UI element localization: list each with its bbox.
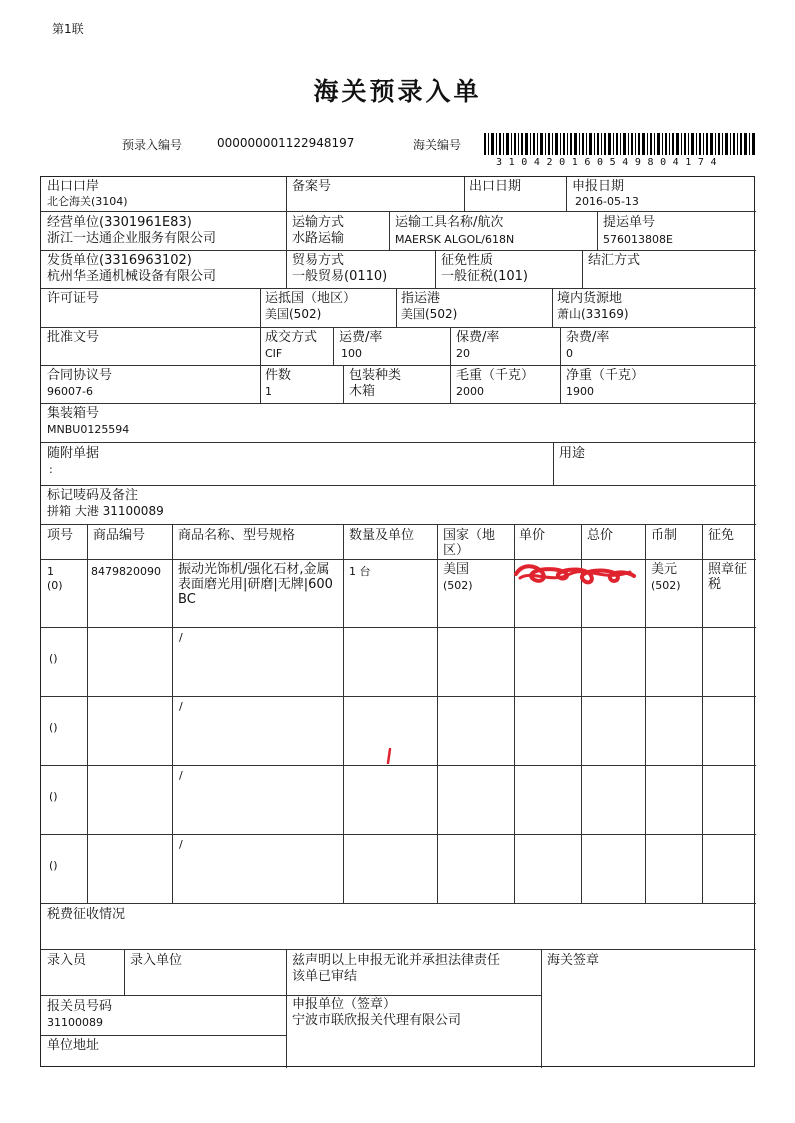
declare-unit-label: 申报单位（签章） bbox=[292, 997, 397, 1012]
rule bbox=[437, 524, 438, 903]
rule bbox=[41, 403, 756, 404]
rule bbox=[286, 949, 287, 1068]
transport-mode-label: 运输方式 bbox=[292, 215, 345, 230]
contract-label: 合同协议号 bbox=[47, 368, 113, 383]
operator-label: 经营单位(3301961E83) bbox=[47, 215, 192, 230]
misc-value: 0 bbox=[566, 347, 573, 360]
rule bbox=[124, 949, 125, 995]
usage-label: 用途 bbox=[559, 446, 586, 461]
item-code: 8479820090 bbox=[91, 565, 161, 578]
broker-no-value: 31100089 bbox=[47, 1016, 103, 1029]
rule bbox=[41, 903, 756, 904]
license-label: 许可证号 bbox=[47, 291, 100, 306]
pen-mark bbox=[385, 748, 393, 764]
customs-no-label: 海关编号 bbox=[413, 138, 462, 152]
rule bbox=[41, 485, 756, 486]
rule bbox=[41, 1035, 286, 1036]
port-value: 美国(502) bbox=[401, 307, 458, 321]
pieces-label: 件数 bbox=[265, 368, 292, 383]
copy-label: 第1联 bbox=[52, 22, 84, 36]
tax-status-label: 税费征收情况 bbox=[47, 907, 126, 922]
operator-value: 浙江一达通企业服务有限公司 bbox=[47, 231, 217, 246]
rule bbox=[41, 365, 756, 366]
address-label: 单位地址 bbox=[47, 1038, 100, 1053]
rule bbox=[343, 524, 344, 903]
empty-row-no: () bbox=[49, 790, 58, 803]
col-header-total: 总价 bbox=[587, 528, 614, 543]
rule bbox=[435, 250, 436, 288]
item-name: 振动光饰机/强化石材,金属表面磨光用|研磨|无牌|600BC bbox=[178, 562, 333, 607]
item-currency: 美元 bbox=[651, 562, 678, 577]
rule bbox=[41, 211, 756, 212]
barcode bbox=[484, 133, 756, 155]
pieces-value: 1 bbox=[265, 385, 272, 398]
rule bbox=[41, 627, 756, 628]
insurance-value: 20 bbox=[456, 347, 470, 360]
rule bbox=[41, 765, 756, 766]
vehicle-label: 运输工具名称/航次 bbox=[395, 215, 504, 230]
rule bbox=[343, 365, 344, 403]
docs-label: 随附单据 bbox=[47, 446, 100, 461]
rule bbox=[41, 524, 756, 525]
rule bbox=[541, 949, 542, 1068]
rule bbox=[41, 288, 756, 289]
rule bbox=[566, 177, 567, 211]
trade-mode-label: 贸易方式 bbox=[292, 253, 345, 268]
container-value: MNBU0125594 bbox=[47, 423, 130, 436]
rule bbox=[560, 365, 561, 403]
col-header-code: 商品编号 bbox=[93, 528, 146, 543]
col-header-tax: 征免 bbox=[708, 528, 735, 543]
vehicle-value: MAERSK ALGOL/618N bbox=[395, 233, 515, 246]
rule bbox=[286, 211, 287, 250]
empty-row-name: / bbox=[179, 838, 183, 851]
empty-row-no: () bbox=[49, 859, 58, 872]
container-label: 集装箱号 bbox=[47, 406, 100, 421]
dest-country-value: 美国(502) bbox=[265, 307, 322, 321]
rule bbox=[597, 211, 598, 250]
rule bbox=[552, 288, 553, 327]
freight-label: 运费/率 bbox=[339, 330, 383, 345]
col-header-qty: 数量及单位 bbox=[349, 528, 415, 543]
rule bbox=[396, 288, 397, 327]
bl-value: 576013808E bbox=[603, 233, 673, 246]
rule bbox=[286, 250, 287, 288]
empty-row-no: () bbox=[49, 721, 58, 734]
marks-value: 拼箱 大港 31100089 bbox=[47, 504, 164, 518]
rule bbox=[389, 211, 390, 250]
rule bbox=[41, 995, 541, 996]
consignor-value: 杭州华圣通机械设备有限公司 bbox=[47, 269, 217, 284]
gross-label: 毛重（千克） bbox=[456, 368, 535, 383]
rule bbox=[87, 524, 88, 903]
trade-mode-value: 一般贸易(0110) bbox=[292, 269, 388, 284]
entry-clerk-label: 录入员 bbox=[47, 953, 87, 968]
declare-date-value: 2016-05-13 bbox=[575, 195, 639, 208]
rule bbox=[560, 327, 561, 365]
freight-value: 100 bbox=[341, 347, 362, 360]
empty-row-name: / bbox=[179, 700, 183, 713]
rule bbox=[41, 696, 756, 697]
export-port-label: 出口口岸 bbox=[47, 179, 100, 194]
gross-value: 2000 bbox=[456, 385, 484, 398]
transport-mode-value: 水路运输 bbox=[292, 231, 345, 246]
item-qty: 1 台 bbox=[349, 565, 371, 578]
declare-date-label: 申报日期 bbox=[572, 179, 625, 194]
rule bbox=[333, 327, 334, 365]
settlement-label: 结汇方式 bbox=[588, 253, 641, 268]
rule bbox=[41, 559, 756, 560]
rule bbox=[582, 250, 583, 288]
customs-stamp-label: 海关签章 bbox=[547, 953, 600, 968]
source-label: 境内货源地 bbox=[557, 291, 623, 306]
redaction-scribble bbox=[512, 560, 640, 590]
approval-label: 批准文号 bbox=[47, 330, 100, 345]
rule bbox=[702, 524, 703, 903]
rule bbox=[464, 177, 465, 211]
rule bbox=[172, 524, 173, 903]
rule bbox=[450, 327, 451, 365]
item-sub: (0) bbox=[47, 579, 63, 592]
col-header-currency: 币制 bbox=[651, 528, 678, 543]
declaration-text: 兹声明以上申报无讹并承担法律责任 bbox=[292, 953, 501, 968]
barcode-digits: 310420160549804174 bbox=[496, 157, 724, 168]
package-label: 包装种类 bbox=[349, 368, 402, 383]
empty-row-no: () bbox=[49, 652, 58, 665]
col-header-unit-price: 单价 bbox=[519, 528, 546, 543]
prerecord-label: 预录入编号 bbox=[122, 138, 183, 152]
col-header-name: 商品名称、型号规格 bbox=[178, 528, 296, 543]
item-country-code: (502) bbox=[443, 579, 473, 592]
net-value: 1900 bbox=[566, 385, 594, 398]
deal-mode-label: 成交方式 bbox=[265, 330, 318, 345]
deal-mode-value: CIF bbox=[265, 347, 283, 360]
insurance-label: 保费/率 bbox=[456, 330, 500, 345]
marks-label: 标记唛码及备注 bbox=[47, 488, 139, 503]
item-country: 美国 bbox=[443, 562, 470, 577]
rule bbox=[260, 365, 261, 403]
docs-value: : bbox=[49, 463, 53, 476]
tax-nature-label: 征免性质 bbox=[441, 253, 494, 268]
export-date-label: 出口日期 bbox=[469, 179, 522, 194]
prerecord-value: 000000001122948197 bbox=[217, 136, 355, 150]
rule bbox=[260, 288, 261, 327]
entry-unit-label: 录入单位 bbox=[130, 953, 183, 968]
source-value: 萧山(33169) bbox=[557, 307, 629, 321]
item-no: 1 bbox=[47, 565, 54, 578]
rule bbox=[286, 177, 287, 211]
rule bbox=[41, 327, 756, 328]
bl-label: 提运单号 bbox=[603, 215, 656, 230]
empty-row-name: / bbox=[179, 769, 183, 782]
rule bbox=[553, 442, 554, 485]
consignor-label: 发货单位(3316963102) bbox=[47, 253, 192, 268]
rule bbox=[41, 949, 756, 950]
rule bbox=[260, 327, 261, 365]
export-port-value: 北仑海关(3104) bbox=[47, 195, 128, 208]
misc-label: 杂费/率 bbox=[566, 330, 610, 345]
broker-no-label: 报关员号码 bbox=[47, 999, 113, 1014]
port-label: 指运港 bbox=[401, 291, 441, 306]
record-no-label: 备案号 bbox=[292, 179, 332, 194]
empty-row-name: / bbox=[179, 631, 183, 644]
net-label: 净重（千克） bbox=[566, 368, 645, 383]
document-title: 海关预录入单 bbox=[313, 77, 482, 106]
dest-country-label: 运抵国（地区） bbox=[265, 291, 357, 306]
item-tax: 照章征税 bbox=[708, 562, 748, 592]
rule bbox=[645, 524, 646, 903]
contract-value: 96007-6 bbox=[47, 385, 93, 398]
declaration-text-2: 该单已审结 bbox=[292, 969, 358, 984]
col-header-item-no: 项号 bbox=[47, 528, 74, 543]
rule bbox=[450, 365, 451, 403]
rule bbox=[41, 442, 756, 443]
package-value: 木箱 bbox=[349, 384, 376, 399]
rule bbox=[41, 834, 756, 835]
rule bbox=[41, 250, 756, 251]
declare-unit-value: 宁波市联欣报关代理有限公司 bbox=[292, 1013, 462, 1028]
tax-nature-value: 一般征税(101) bbox=[441, 269, 528, 284]
item-currency-code: (502) bbox=[651, 579, 681, 592]
form-frame bbox=[40, 176, 755, 1067]
col-header-country: 国家（地区） bbox=[443, 528, 496, 558]
